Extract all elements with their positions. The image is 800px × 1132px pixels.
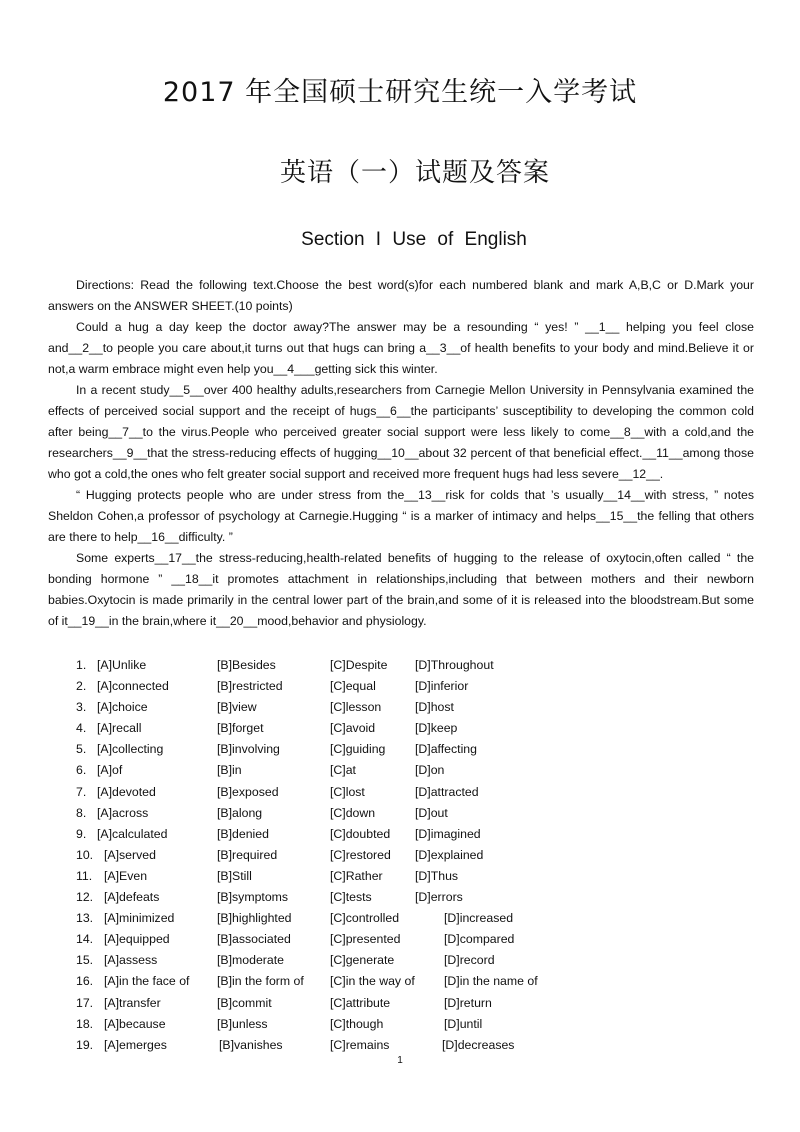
option-row [76,908,636,929]
option-row [76,782,636,803]
option-c: [C]attribute [330,995,391,1010]
question-number: 16. [76,974,94,989]
question-number: 19. [76,1037,94,1052]
option-b: [B]symptoms [217,890,289,905]
question-number: 5. [76,742,87,757]
option-d: [D]decreases [442,1037,515,1052]
option-row [76,845,636,866]
question-number: 4. [76,721,87,736]
option-row [76,971,636,992]
option-c: [C]presented [330,932,401,947]
option-c: [C]Despite [330,658,388,672]
option-row [76,1035,636,1056]
option-d: [D]Throughout [415,658,494,672]
option-c: [C]at [330,763,356,778]
option-d: [D]out [415,805,448,820]
option-b: [B]highlighted [217,911,292,926]
option-row [76,824,636,845]
option-a: [A]connected [97,679,169,694]
option-d: [D]on [415,763,445,778]
option-c: [C]controlled [330,911,400,926]
option-d: [D]increased [444,911,514,926]
option-d: [D]keep [415,721,458,736]
section-heading: Section I Use of English [301,229,527,250]
page-number: 1 [397,1055,403,1066]
option-row [76,655,636,676]
option-c: [C]tests [330,890,372,905]
passage-paragraph: In a recent study__5__over 400 healthy adults,researchers from Carnegie Mellon University in Pennsylvania examined the effects of perceived social support and the receipt of hugs__6__the participants’ susceptibility to developing the common cold after being__7__to the virus.People who perceived greater social support were less likely to come__8__with a cold,and the researchers__9__that the stress-reducing effects of hugging__10__about 32 percent of that beneficial effect.__11__among those who got a cold,the ones who felt greater social support and received more frequent hugs had less severe__12__. [48,383,754,481]
option-b: [B]associated [217,932,291,947]
question-number: 11. [76,868,93,883]
passage-paragraph: Some experts__17__the stress-reducing,health-related benefits of hugging to the release of oxytocin,often called “ the bonding hormone ” __18__it promotes attachment in relationships,including that between mothers and their newborn babies.Oxytocin is made primarily in the central lower part of the brain,and some of it is released into the bloodstream.But some of it__19__in the brain,where it__20__mood,behavior and physiology. [48,551,754,628]
option-row [76,866,636,887]
option-b: [B]moderate [217,953,284,968]
option-c: [C]doubted [330,826,391,841]
option-a: [A]transfer [104,995,161,1010]
question-number: 7. [76,784,87,799]
option-a: [A]across [97,805,149,820]
option-d: [D]errors [415,890,463,905]
option-c: [C]restored [330,847,391,862]
question-number: 8. [76,805,87,820]
question-number: 17. [76,995,94,1010]
option-d: [D]compared [444,932,515,947]
document-title: 2017 年全国硕士研究生统一入学考试 [162,77,638,108]
question-number: 12. [76,890,94,905]
option-row [76,887,636,908]
question-number: 14. [76,932,94,947]
option-row [76,760,636,781]
option-row [76,1014,636,1035]
option-a: [A]assess [104,953,158,968]
option-row [76,950,636,971]
option-b: [B]Besides [217,658,276,672]
passage-body [48,275,754,632]
option-a: [A]calculated [97,826,168,841]
option-a: [A]equipped [104,932,170,947]
option-a: [A]Even [104,868,148,883]
option-d: [D]imagined [415,826,481,841]
option-c: [C]lesson [330,700,382,715]
question-number: 2. [76,679,87,694]
option-c: [C]Rather [330,868,383,883]
option-b: [B]in the form of [217,974,304,989]
option-a: [A]of [97,763,123,778]
option-a: [A]choice [97,700,148,715]
option-a: [A]Unlike [97,658,147,672]
option-d: [D]until [444,1016,483,1031]
option-b: [B]denied [217,826,269,841]
question-number: 15. [76,953,94,968]
question-number: 18. [76,1016,94,1031]
option-a: [A]recall [97,721,142,736]
option-c: [C]avoid [330,721,376,736]
option-b: [B]vanishes [219,1037,283,1052]
option-c: [C]though [330,1016,384,1031]
option-a: [A]because [104,1016,166,1031]
option-c: [C]generate [330,953,395,968]
option-row [76,697,636,718]
passage-paragraph: Could a hug a day keep the doctor away?The answer may be a resounding “ yes! ” __1__ helping you feel close and__2__to people you care about,it turns out that hugs can bring a__3__of health benefits to your body and mind.Believe it or not,a warm embrace might even help you__4___getting sick this winter. [48,320,754,376]
option-row [76,993,636,1014]
option-b: [B]restricted [217,679,283,694]
question-number: 1. [76,658,87,672]
option-c: [C]in the way of [330,974,415,989]
option-d: [D]return [444,995,492,1010]
option-d: [D]affecting [415,742,477,757]
option-c: [C]remains [330,1037,390,1052]
option-c: [C]guiding [330,742,386,757]
option-b: [B]along [217,805,263,820]
option-row [76,803,636,824]
question-number: 13. [76,911,94,926]
options-list [76,655,636,1056]
option-a: [A]collecting [97,742,164,757]
option-row [76,718,636,739]
option-a: [A]served [104,847,156,862]
option-a: [A]defeats [104,890,160,905]
passage-paragraph: “ Hugging protects people who are under stress from the__13__risk for colds that ’s usually__14__with stress, ” notes Sheldon Cohen,a professor of psychology at Carnegie.Hugging “ is a marker of intimacy and helps__15__the felling that others are there to help__16__difficulty. ” [48,488,754,544]
option-d: [D]Thus [415,868,459,883]
option-d: [D]host [415,700,454,715]
option-a: [A]emerges [104,1037,167,1052]
option-a: [A]in the face of [104,974,190,989]
option-row [76,739,636,760]
option-b: [B]Still [217,868,252,883]
document-subtitle: 英语（一）试题及答案 [279,158,550,188]
option-b: [B]involving [217,742,280,757]
option-b: [B]in [217,763,242,778]
option-b: [B]view [217,700,257,715]
option-d: [D]attracted [415,784,479,799]
question-number: 3. [76,700,87,715]
option-c: [C]lost [330,784,365,799]
option-a: [A]minimized [104,911,175,926]
option-a: [A]devoted [97,784,156,799]
option-b: [B]forget [217,721,264,736]
option-d: [D]in the name of [444,974,538,989]
question-number: 10. [76,847,94,862]
question-number: 9. [76,826,87,841]
option-row [76,676,636,697]
option-d: [D]record [444,953,495,968]
directions-paragraph: Directions: Read the following text.Choose the best word(s)for each numbered blank and mark A,B,C or D.Mark your answers on the ANSWER SHEET.(10 points) [48,278,754,313]
option-b: [B]exposed [217,784,279,799]
option-b: [B]unless [217,1016,268,1031]
option-b: [B]commit [217,995,272,1010]
question-number: 6. [76,763,87,778]
option-c: [C]down [330,805,376,820]
option-d: [D]inferior [415,679,469,694]
option-row [76,929,636,950]
option-b: [B]required [217,847,278,862]
option-c: [C]equal [330,679,376,694]
option-d: [D]explained [415,847,484,862]
